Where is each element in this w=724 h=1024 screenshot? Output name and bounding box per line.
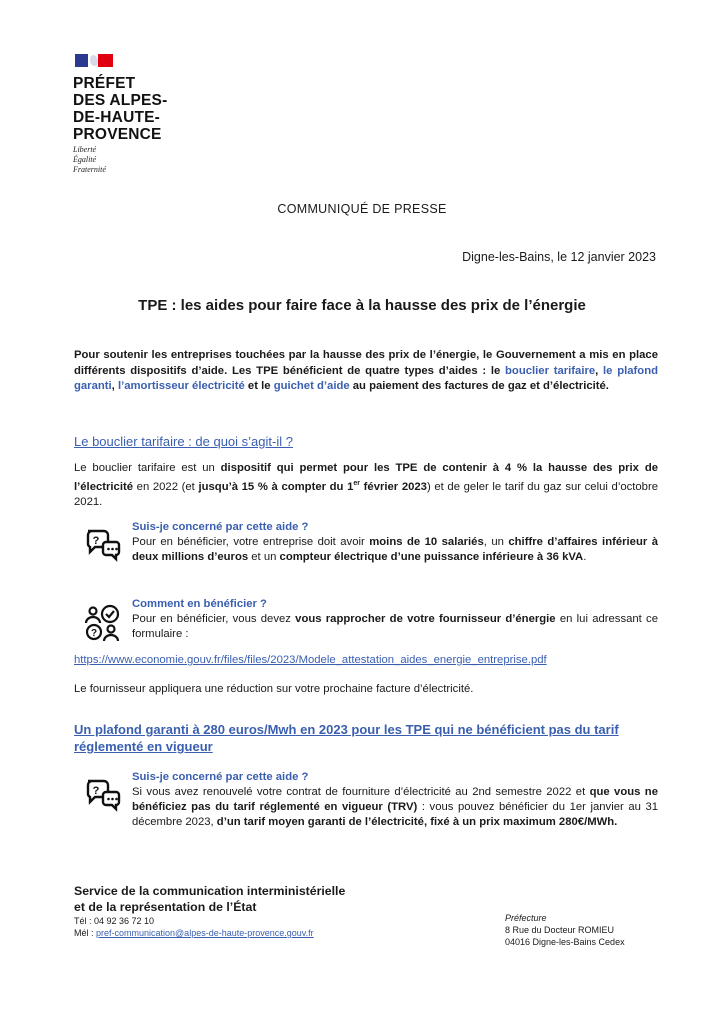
question-bubbles-icon: [84, 525, 122, 565]
motto-line: Fraternité: [73, 165, 106, 174]
email-label: Mél :: [74, 928, 97, 938]
text-bold: chiffre d’affaires inférieur à deux millions d’euros: [132, 536, 659, 563]
text-bold: que vous ne bénéficiez pas du tarif réglementé en vigueur (TRV): [132, 786, 658, 813]
intro-text: au paiement des factures de gaz et d’électricité.: [349, 380, 609, 392]
block-title: Comment en bénéficier ?: [132, 598, 267, 610]
text-bold: d’un tarif moyen garanti de l’électricité, fixé à un prix maximum 280€/MWh.: [216, 816, 618, 828]
motto: [73, 145, 106, 175]
aid-link-plafond[interactable]: le plafond garanti: [74, 364, 658, 392]
logo-line: DES ALPES-: [73, 92, 168, 109]
footer-service: [74, 883, 345, 939]
service-name-line: et de la représentation de l’État: [74, 900, 257, 914]
text: ) et de geler le tarif du gaz sur celui d’octobre 2021.: [74, 480, 659, 508]
marianne-flag-logo: [75, 54, 113, 67]
svg-text:?: ?: [92, 785, 100, 797]
aid-link-amortisseur[interactable]: l’amortisseur électricité: [117, 380, 245, 392]
phone: Tél : 04 92 36 72 10: [74, 916, 155, 926]
logo-line: PROVENCE: [73, 126, 162, 143]
text: et un: [248, 551, 280, 563]
text: .: [583, 551, 587, 563]
service-name-line: Service de la communication interministérielle: [74, 884, 346, 898]
prefecture-logo-text: [73, 75, 167, 143]
text: en 2022 (et: [133, 480, 199, 493]
intro-paragraph: [74, 348, 658, 395]
text: en lui adressant ce formulaire :: [132, 613, 658, 640]
intro-text: ,: [595, 364, 604, 377]
motto-line: Égalité: [73, 155, 97, 164]
logo-line: PRÉFET: [73, 75, 136, 92]
block-text: [132, 785, 658, 830]
text: Pour en bénéficier, votre entreprise doit avoir: [132, 536, 370, 548]
section-heading-plafond[interactable]: Un plafond garanti à 280 euros/Mwh en 2023 pour les TPE qui ne bénéficient pas du tarif réglementé en vigueur: [74, 722, 619, 754]
svg-text:?: ?: [90, 628, 98, 639]
intro-text: ,: [111, 380, 118, 392]
text: : vous pouvez bénéficier du 1er janvier au 31 décembre 2023,: [132, 801, 659, 828]
aid-link-bouclier[interactable]: bouclier tarifaire: [505, 364, 596, 377]
text: Le bouclier tarifaire est un: [74, 462, 221, 474]
text-bold: dispositif qui permet pour les TPE de contenir à 4 % la hausse des prix de l’électricité: [74, 462, 658, 493]
text-bold: février 2023: [360, 480, 427, 493]
motto-line: Liberté: [73, 145, 97, 154]
address-label: Préfecture: [505, 913, 547, 923]
text-bold: compteur électrique d’une puissance inférieure à 36 kVA: [279, 551, 584, 563]
block-title: Suis-je concerné par cette aide ?: [132, 521, 309, 533]
question-bubbles-icon: [84, 775, 122, 815]
text: Pour en bénéficier, vous devez: [132, 613, 296, 625]
superscript: er: [353, 480, 361, 487]
page-title: TPE : les aides pour faire face à la hausse des prix de l’énergie: [138, 297, 586, 314]
section-heading-bouclier[interactable]: Le bouclier tarifaire : de quoi s’agit-il ?: [74, 434, 293, 449]
svg-text:?: ?: [92, 535, 100, 547]
block-text: [132, 612, 658, 642]
attestation-form-link[interactable]: https://www.economie.gouv.fr/files/files/2023/Modele_attestation_aides_energie_entreprise.pdf: [74, 654, 547, 666]
intro-text: Pour soutenir les entreprises touchées par la hausse des prix de l’énergie, le Gouvernement a mis en place différents dispositifs d’aide. Les TPE bénéficient de quatre types d’aides : le: [74, 349, 658, 377]
logo-line: DE-HAUTE-: [73, 109, 161, 126]
intro-text: et le: [244, 380, 274, 392]
how-to-block: [74, 598, 658, 644]
email-line: [74, 927, 345, 939]
text-bold: moins de 10 salariés: [369, 536, 484, 548]
text: , un: [483, 536, 509, 548]
bouclier-description: [74, 461, 658, 510]
email-link[interactable]: pref-communication@alpes-de-haute-provence.gouv.fr: [96, 928, 314, 938]
text: Si vous avez renouvelé votre contrat de fourniture d’électricité au 2nd semestre 2022 et: [132, 786, 590, 798]
checklist-icon: [84, 602, 122, 642]
supplier-note: Le fournisseur appliquera une réduction sur votre prochaine facture d’électricité.: [74, 683, 474, 695]
block-text: [132, 535, 658, 565]
address-line: 8 Rue du Docteur ROMIEU: [505, 925, 615, 935]
address-line: 04016 Digne-les-Bains Cedex: [505, 937, 625, 947]
text-bold: jusqu’à 15 % à compter du 1: [198, 480, 354, 493]
footer-address: [505, 912, 625, 948]
aid-link-guichet[interactable]: guichet d’aide: [273, 380, 350, 392]
text-bold: vous rapprocher de votre fournisseur d’énergie: [295, 613, 556, 625]
eligibility-block-2: [74, 771, 658, 851]
document-type: COMMUNIQUÉ DE PRESSE: [277, 202, 447, 216]
eligibility-block-1: [74, 521, 658, 581]
block-title: Suis-je concerné par cette aide ?: [132, 771, 309, 783]
dateline: Digne-les-Bains, le 12 janvier 2023: [462, 250, 656, 264]
